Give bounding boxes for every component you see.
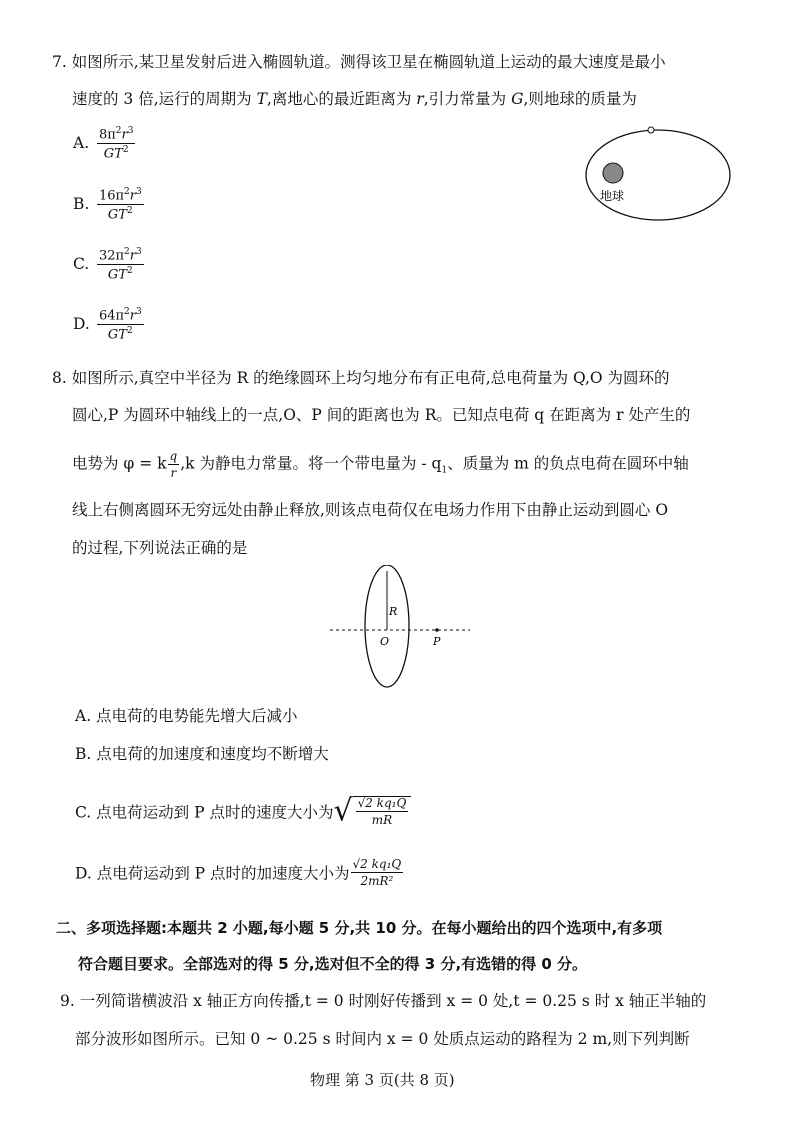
earth-circle [603,163,623,183]
q8-option-b: B. 点电荷的加速度和速度均不断增大 [75,745,329,763]
q9-line2: 部分波形如图所示。已知 0 ~ 0.25 s 时间内 x = 0 处质点运动的路程为 2 m,则下列判断 [75,1030,690,1048]
section2-heading-line1: 二、多项选择题:本题共 2 小题,每小题 5 分,共 10 分。在每小题给出的四个选项中,有多项 [56,919,663,937]
q7-option-c: C. $\frac{32\pi^2r^3}{GT^2}$ [73,247,142,283]
q8-option-a: A. 点电荷的电势能先增大后减小 [75,707,298,725]
q8-line1: 8. 如图所示,真空中半径为 R 的绝缘圆环上均匀地分布有正电荷,总电荷量为 Q,O 为圆环的 [52,369,670,387]
q8-line4: 线上右侧离圆环无穷远处由静止释放,则该点电荷仅在电场力作用下由静止运动到圆心 O [72,501,669,519]
q7-option-d: D. $\frac{64\pi^2r^3}{GT^2}$ [73,307,142,343]
earth-label: 地球 [600,189,625,203]
q8-line3: 电势为 φ = k $\frac{q}{r}$ ,k 为静电力常量。将一个带电量为 - $q_1$、质量为 m 的负点电荷在圆环中轴 [72,449,689,480]
label-o: O [380,635,390,648]
orbit-figure [578,120,738,230]
section2-heading-line2: 符合题目要求。全部选对的得 5 分,选对但不全的得 3 分,有选错的得 0 分。 [78,955,588,973]
q8-line2: 圆心,P 为圆环中轴线上的一点,O、P 间的距离也为 R。已知点电荷 q 在距离为 r 处产生的 [72,406,691,424]
q9-line1: 9. 一列简谐横波沿 x 轴正方向传播,t = 0 时刚好传播到 x = 0 处,t = 0.25 s 时 x 轴正半轴的 [60,992,707,1010]
q8-line5: 的过程,下列说法正确的是 [72,539,248,557]
q8-option-d: D. 点电荷运动到 P 点时的加速度大小为 $\frac{\text{√2 kq₁Q}}{\text{2mR²}}$ [75,857,402,888]
point-p [435,628,439,632]
q7-option-a: A. $\frac{8\pi^2r^3}{GT^2}$ [73,126,134,162]
satellite-dot [648,127,654,133]
page-footer: 物理 第 3 页(共 8 页) [310,1071,455,1089]
q8-option-c: C. 点电荷运动到 P 点时的速度大小为√ $\frac{\text{√2 kq₁Q}}{mR}$ [75,796,411,827]
label-r: R [389,605,398,618]
ring-figure [325,565,475,695]
q7-option-b: B. $\frac{16\pi^2r^3}{GT^2}$ [73,187,142,223]
q7-line2: 速度的 3 倍,运行的周期为 T,离地心的最近距离为 r,引力常量为 G,则地球的质量为 [72,90,637,108]
label-p: P [433,635,441,648]
q7-line1: 7. 如图所示,某卫星发射后进入椭圆轨道。测得该卫星在椭圆轨道上运动的最大速度是最小 [52,53,666,71]
